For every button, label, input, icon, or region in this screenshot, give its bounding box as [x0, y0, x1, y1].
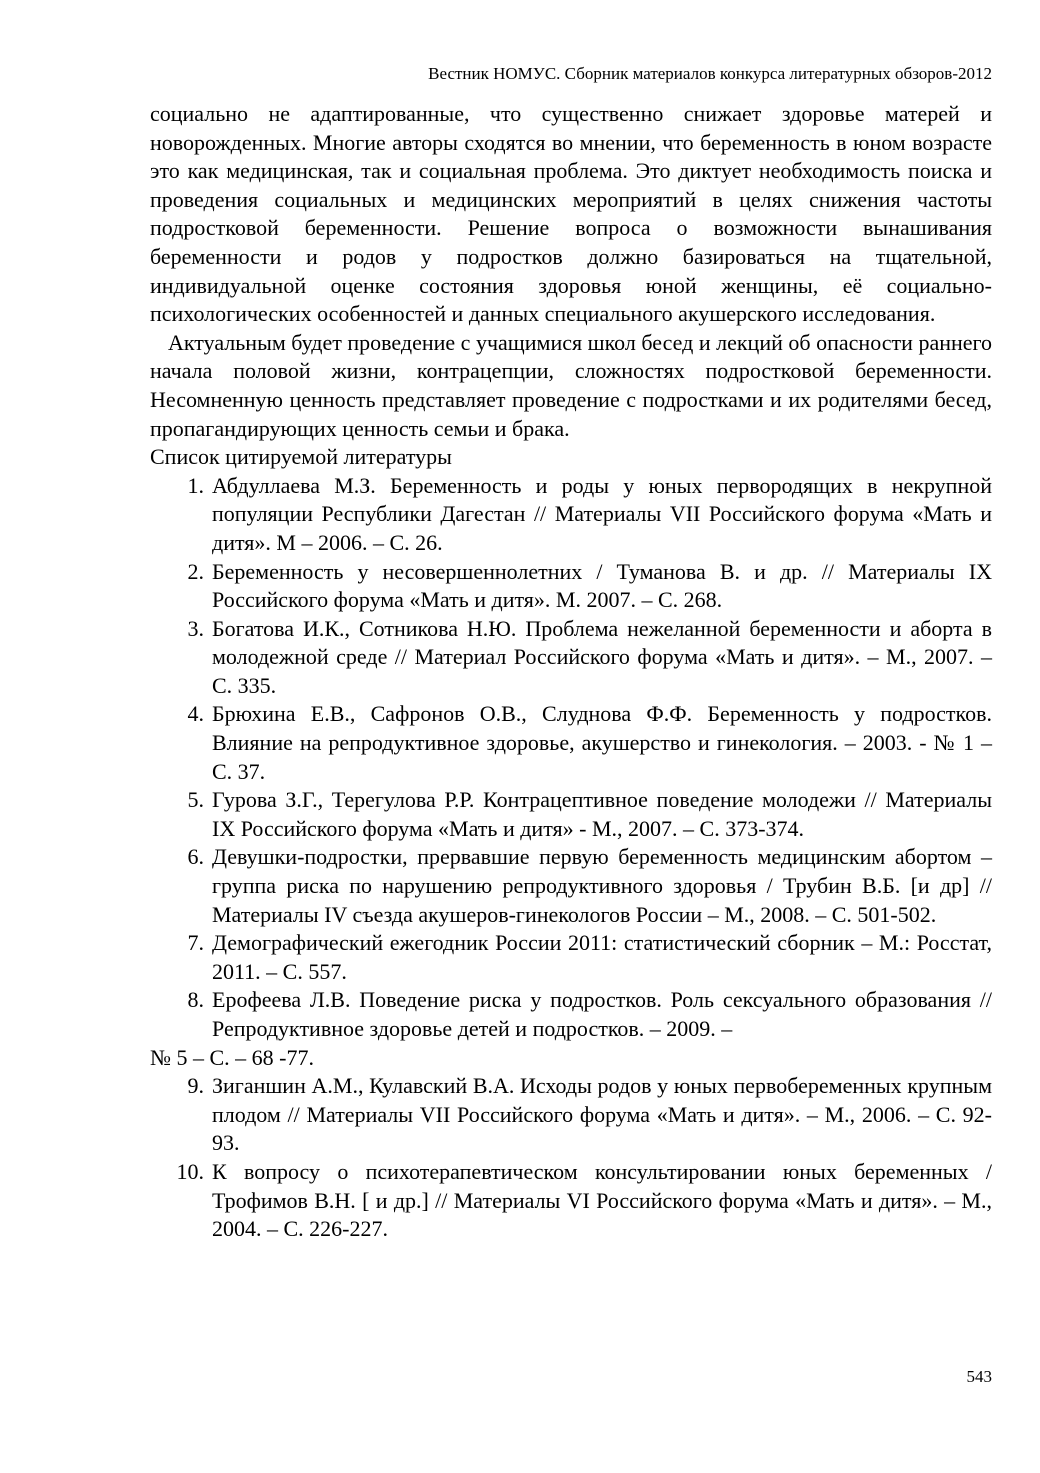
reference-item — [150, 700, 992, 786]
reference-number: 8. — [187, 987, 204, 1013]
running-header: Вестник НОМУС. Сборник материалов конкурса литературных обзоров-2012 — [428, 64, 992, 83]
reference-item — [150, 786, 992, 843]
reference-item — [150, 1158, 992, 1244]
reference-item — [150, 1072, 992, 1158]
reference-text: Беременность у несовершеннолетних / Туманова В. и др. // Материалы IX Российского форума «Мать и дитя». М. 2007. – С. 268. — [212, 558, 992, 613]
reference-number: 2. — [187, 558, 204, 584]
reference-item — [150, 558, 992, 615]
reference-text: Демографический ежегодник России 2011: статистический сборник – М.: Росстат, 2011. – С. 557. — [212, 930, 992, 984]
body-paragraph: Актуальным будет проведение с учащимися школ бесед и лекций об опасности раннего начала половой жизни, контрацепции, сложностях подростковой беременности. Несомненную ценность представляет проведение с подростками и их родителями бесед, пропагандирующих ценность семьи и брака. — [150, 329, 992, 441]
reference-text: Гурова З.Г., Терегулова Р.Р. Контрацептивное поведение молодежи // Материалы IX Российского форума «Мать и дитя» - М., 2007. – С. 373-374. — [212, 787, 992, 841]
reference-text: Ерофеева Л.В. Поведение риска у подростков. Роль сексуального образования // Репродуктивное здоровье детей и подростков. – 2009. – — [212, 987, 992, 1041]
reference-number: 5. — [187, 787, 204, 813]
reference-text: Брюхина Е.В., Сафронов О.В., Слуднова Ф.Ф. Беременность у подростков. Влияние на репродуктивное здоровье, акушерство и гинекология. – 2003. - № 1 – С. 37. — [212, 701, 992, 784]
reference-item — [150, 843, 992, 929]
document-body — [150, 100, 992, 1244]
reference-number: 7. — [187, 930, 204, 956]
reference-text: К вопросу о психотерапевтическом консультировании юных беременных / Трофимов В.Н. [ и др.] // Материалы VI Российского форума «Мать и дитя». – М., 2004. – С. 226-227. — [212, 1158, 992, 1242]
reference-text: Абдуллаева М.З. Беременность и роды у юных первородящих в некрупной популяции Республики Дагестан // Материалы VII Российского форума «Мать и дитя». М – 2006. – С. 26. — [212, 472, 992, 555]
references-list — [150, 472, 992, 1244]
reference-number: 10. — [176, 1158, 204, 1184]
reference-number: 6. — [187, 844, 204, 870]
reference-item — [150, 986, 992, 1043]
reference-number: 9. — [187, 1073, 204, 1099]
reference-item — [150, 472, 992, 558]
reference-item — [150, 929, 992, 986]
reference-item — [150, 615, 992, 701]
reference-number: 3. — [187, 615, 204, 641]
body-paragraph: социально не адаптированные, что существенно снижает здоровье матерей и новорожденных. Многие авторы сходятся во мнении, что беременность в юном возрасте это как медицинская, так и социальная проблема. Это диктует необходимость поиска и проведения социальных и медицинских мероприятий в целях снижения частоты подростковой беременности. Решение вопроса о возможности вынашивания беременности и родов у подростков должно базироваться на тщательной, индивидуальной оценке состояния здоровья юной женщины, её социально-психологических особенностей и данных специального акушерского исследования. — [150, 101, 992, 327]
reference-text: Девушки-подростки, прервавшие первую беременность медицинским абортом – группа риска по нарушению репродуктивного здоровья / Трубин В.Б. [и др] // Материалы IV съезда акушеров-гинекологов России – М., 2008. – С. 501-502. — [212, 844, 992, 927]
reference-number: 1. — [187, 472, 204, 498]
references-title: Список цитируемой литературы — [150, 444, 452, 470]
reference-text: Зиганшин А.М., Кулавский В.А. Исходы родов у юных первобеременных крупным плодом // Материалы VII Российского форума «Мать и дитя». – М., 2006. – С. 92-93. — [212, 1073, 992, 1156]
reference-text: Богатова И.К., Сотникова Н.Ю. Проблема нежеланной беременности и аборта в молодежной среде // Материал Российского форума «Мать и дитя». – М., 2007. – С. 335. — [212, 615, 992, 698]
reference-continuation: № 5 – С. – 68 -77. — [150, 1044, 314, 1070]
reference-number: 4. — [187, 701, 204, 727]
page-number: 543 — [966, 1367, 992, 1386]
